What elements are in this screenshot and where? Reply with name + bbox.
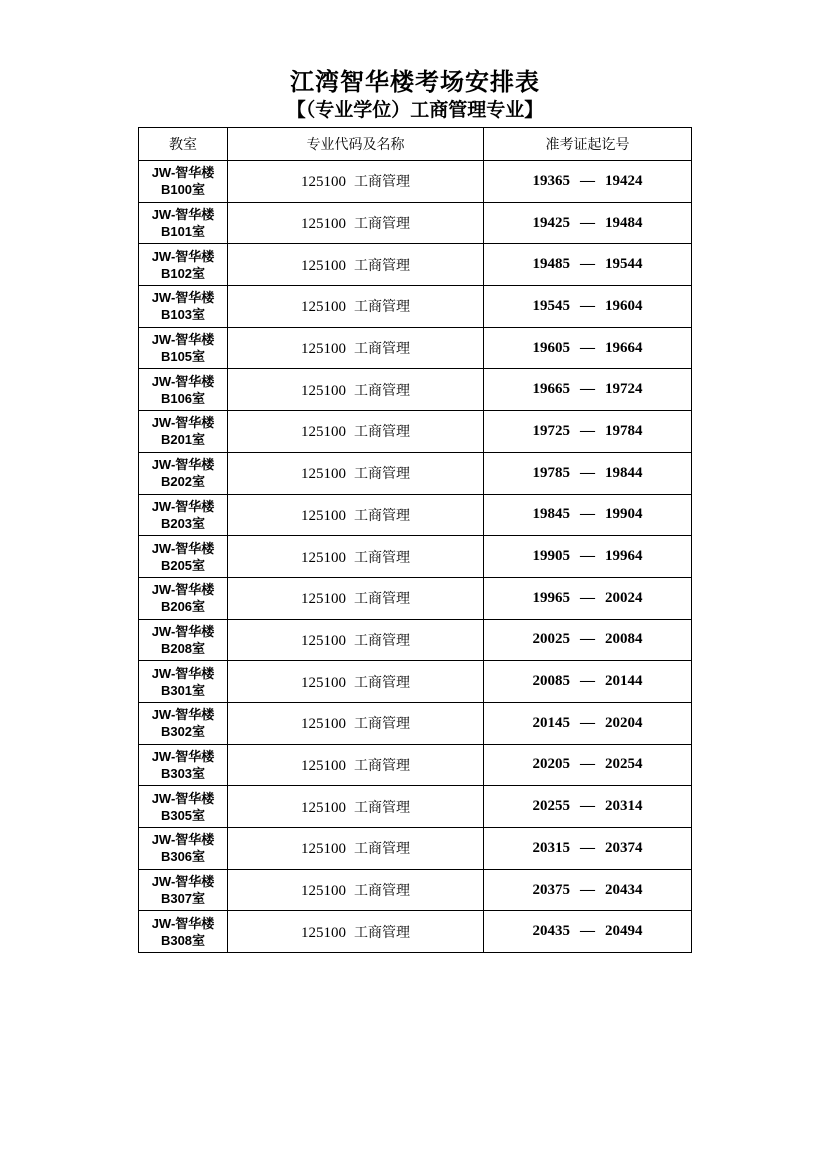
classroom-label <box>139 206 227 240</box>
building-name: JW-智华楼 <box>151 582 215 598</box>
building-name: JW-智华楼 <box>151 707 215 723</box>
classroom-cell <box>139 327 228 369</box>
range-dash: — <box>580 881 595 898</box>
building-name: JW-智华楼 <box>151 415 215 431</box>
major-name: 工商管理 <box>354 257 410 274</box>
major-cell <box>228 411 484 453</box>
ticket-start: 20315 <box>532 839 570 856</box>
major-cell <box>228 244 484 286</box>
major-name: 工商管理 <box>354 757 410 774</box>
classroom-cell <box>139 411 228 453</box>
range-dash: — <box>580 631 595 648</box>
major-name: 工商管理 <box>354 674 410 691</box>
classroom-label <box>139 665 227 699</box>
major-code: 125100 <box>301 257 346 274</box>
major-cell <box>228 286 484 328</box>
major-name: 工商管理 <box>354 924 410 941</box>
building-name: JW-智华楼 <box>151 540 215 556</box>
table-row <box>139 452 692 494</box>
classroom-cell <box>139 702 228 744</box>
page-title: 江湾智华楼考场安排表 <box>290 68 540 96</box>
ticket-end: 20254 <box>605 756 643 773</box>
ticket-start: 20255 <box>532 798 570 815</box>
range-dash: — <box>580 839 595 856</box>
ticket-start: 19845 <box>532 506 570 523</box>
major-cell <box>228 536 484 578</box>
classroom-label <box>139 706 227 740</box>
ticket-range-cell <box>484 369 692 411</box>
major-name: 工商管理 <box>354 424 410 441</box>
ticket-range-cell <box>484 327 692 369</box>
table-row <box>139 577 692 619</box>
classroom-cell <box>139 369 228 411</box>
classroom-cell <box>139 452 228 494</box>
major-cell <box>228 786 484 828</box>
ticket-end: 19904 <box>605 506 643 523</box>
major-code: 125100 <box>301 174 346 191</box>
classroom-cell <box>139 536 228 578</box>
ticket-range-cell <box>484 286 692 328</box>
ticket-end: 19724 <box>605 381 643 398</box>
ticket-end: 19784 <box>605 422 643 439</box>
major-name: 工商管理 <box>354 841 410 858</box>
major-name: 工商管理 <box>354 174 410 191</box>
building-name: JW-智华楼 <box>151 790 215 806</box>
building-name: JW-智华楼 <box>151 373 215 389</box>
room-number: B308室 <box>160 932 206 948</box>
ticket-range-cell <box>484 786 692 828</box>
ticket-range-cell <box>484 536 692 578</box>
ticket-start: 19905 <box>532 548 570 565</box>
range-dash: — <box>580 422 595 439</box>
major-code: 125100 <box>301 466 346 483</box>
room-number: B101室 <box>160 224 206 240</box>
ticket-end: 20024 <box>605 589 643 606</box>
ticket-start: 19785 <box>532 464 570 481</box>
ticket-range-cell <box>484 452 692 494</box>
table-row <box>139 702 692 744</box>
classroom-label <box>139 456 227 490</box>
major-cell <box>228 577 484 619</box>
ticket-range-cell <box>484 661 692 703</box>
building-name: JW-智华楼 <box>151 623 215 639</box>
table-header-row <box>139 128 692 161</box>
classroom-cell <box>139 244 228 286</box>
ticket-start: 20205 <box>532 756 570 773</box>
ticket-end: 19424 <box>605 172 643 189</box>
major-code: 125100 <box>301 424 346 441</box>
ticket-end: 19664 <box>605 339 643 356</box>
ticket-end: 20314 <box>605 798 643 815</box>
major-code: 125100 <box>301 883 346 900</box>
classroom-cell <box>139 744 228 786</box>
table-body <box>139 161 692 953</box>
table-row <box>139 244 692 286</box>
range-dash: — <box>580 297 595 314</box>
ticket-range-cell <box>484 244 692 286</box>
ticket-start: 19365 <box>532 172 570 189</box>
range-dash: — <box>580 923 595 940</box>
ticket-end: 20144 <box>605 673 643 690</box>
room-number: B205室 <box>160 557 206 573</box>
classroom-label <box>139 289 227 323</box>
ticket-range-cell <box>484 869 692 911</box>
room-number: B106室 <box>160 390 206 406</box>
major-cell <box>228 161 484 203</box>
major-cell <box>228 661 484 703</box>
ticket-range-cell <box>484 828 692 870</box>
ticket-end: 20494 <box>605 923 643 940</box>
major-name: 工商管理 <box>354 216 410 233</box>
classroom-cell <box>139 869 228 911</box>
building-name: JW-智华楼 <box>151 915 215 931</box>
major-cell <box>228 327 484 369</box>
ticket-range-cell <box>484 911 692 953</box>
room-number: B105室 <box>160 349 206 365</box>
building-name: JW-智华楼 <box>151 457 215 473</box>
table-row <box>139 327 692 369</box>
classroom-cell <box>139 911 228 953</box>
room-number: B102室 <box>160 265 206 281</box>
classroom-label <box>139 540 227 574</box>
major-code: 125100 <box>301 591 346 608</box>
major-cell <box>228 369 484 411</box>
range-dash: — <box>580 214 595 231</box>
major-cell <box>228 869 484 911</box>
major-name: 工商管理 <box>354 549 410 566</box>
building-name: JW-智华楼 <box>151 248 215 264</box>
room-number: B302室 <box>160 724 206 740</box>
room-number: B307室 <box>160 891 206 907</box>
range-dash: — <box>580 172 595 189</box>
range-dash: — <box>580 339 595 356</box>
room-number: B301室 <box>160 682 206 698</box>
room-number: B208室 <box>160 640 206 656</box>
range-dash: — <box>580 464 595 481</box>
ticket-range-cell <box>484 161 692 203</box>
building-name: JW-智华楼 <box>151 665 215 681</box>
room-number: B103室 <box>160 307 206 323</box>
building-name: JW-智华楼 <box>151 165 215 181</box>
ticket-start: 20375 <box>532 881 570 898</box>
ticket-start: 19485 <box>532 256 570 273</box>
ticket-start: 19665 <box>532 381 570 398</box>
range-dash: — <box>580 756 595 773</box>
major-name: 工商管理 <box>354 382 410 399</box>
table-row <box>139 744 692 786</box>
classroom-label <box>139 748 227 782</box>
ticket-end: 19544 <box>605 256 643 273</box>
major-cell <box>228 744 484 786</box>
major-code: 125100 <box>301 674 346 691</box>
table-row <box>139 828 692 870</box>
ticket-start: 20435 <box>532 923 570 940</box>
page-subtitle: 【（专业学位）工商管理专业】 <box>286 99 544 121</box>
major-code: 125100 <box>301 549 346 566</box>
ticket-range-cell <box>484 494 692 536</box>
major-name: 工商管理 <box>354 299 410 316</box>
ticket-range-cell <box>484 411 692 453</box>
ticket-end: 20204 <box>605 714 643 731</box>
major-code: 125100 <box>301 924 346 941</box>
building-name: JW-智华楼 <box>151 832 215 848</box>
classroom-cell <box>139 786 228 828</box>
table-row <box>139 911 692 953</box>
ticket-start: 20025 <box>532 631 570 648</box>
table-row <box>139 661 692 703</box>
major-name: 工商管理 <box>354 799 410 816</box>
building-name: JW-智华楼 <box>151 332 215 348</box>
building-name: JW-智华楼 <box>151 498 215 514</box>
classroom-label <box>139 164 227 198</box>
range-dash: — <box>580 548 595 565</box>
table-row <box>139 494 692 536</box>
major-cell <box>228 619 484 661</box>
range-dash: — <box>580 673 595 690</box>
major-code: 125100 <box>301 299 346 316</box>
major-cell <box>228 828 484 870</box>
classroom-cell <box>139 828 228 870</box>
range-dash: — <box>580 714 595 731</box>
classroom-label <box>139 915 227 949</box>
room-number: B305室 <box>160 807 206 823</box>
ticket-end: 20084 <box>605 631 643 648</box>
major-cell <box>228 702 484 744</box>
room-number: B201室 <box>160 432 206 448</box>
classroom-cell <box>139 619 228 661</box>
ticket-range-cell <box>484 702 692 744</box>
major-code: 125100 <box>301 341 346 358</box>
room-number: B100室 <box>160 182 206 198</box>
table-row <box>139 369 692 411</box>
range-dash: — <box>580 506 595 523</box>
table-row <box>139 161 692 203</box>
classroom-cell <box>139 202 228 244</box>
major-code: 125100 <box>301 841 346 858</box>
ticket-range-cell <box>484 619 692 661</box>
range-dash: — <box>580 256 595 273</box>
classroom-label <box>139 373 227 407</box>
room-number: B303室 <box>160 765 206 781</box>
ticket-start: 19425 <box>532 214 570 231</box>
major-code: 125100 <box>301 632 346 649</box>
building-name: JW-智华楼 <box>151 748 215 764</box>
room-number: B206室 <box>160 599 206 615</box>
table-row <box>139 536 692 578</box>
major-cell <box>228 452 484 494</box>
classroom-cell <box>139 661 228 703</box>
classroom-label <box>139 498 227 532</box>
ticket-start: 19965 <box>532 589 570 606</box>
ticket-start: 20085 <box>532 673 570 690</box>
major-code: 125100 <box>301 799 346 816</box>
exam-room-table <box>138 127 692 953</box>
ticket-end: 19604 <box>605 297 643 314</box>
classroom-label <box>139 331 227 365</box>
major-code: 125100 <box>301 757 346 774</box>
major-name: 工商管理 <box>354 466 410 483</box>
major-code: 125100 <box>301 716 346 733</box>
major-cell <box>228 202 484 244</box>
building-name: JW-智华楼 <box>151 207 215 223</box>
ticket-start: 19545 <box>532 297 570 314</box>
major-name: 工商管理 <box>354 716 410 733</box>
ticket-end: 20374 <box>605 839 643 856</box>
ticket-range-cell <box>484 577 692 619</box>
ticket-start: 20145 <box>532 714 570 731</box>
major-name: 工商管理 <box>354 591 410 608</box>
classroom-label <box>139 623 227 657</box>
major-code: 125100 <box>301 216 346 233</box>
major-name: 工商管理 <box>354 341 410 358</box>
major-name: 工商管理 <box>354 632 410 649</box>
header-ticket-range: 准考证起讫号 <box>484 128 692 161</box>
ticket-end: 19964 <box>605 548 643 565</box>
room-number: B202室 <box>160 474 206 490</box>
building-name: JW-智华楼 <box>151 874 215 890</box>
major-code: 125100 <box>301 507 346 524</box>
major-cell <box>228 494 484 536</box>
major-name: 工商管理 <box>354 507 410 524</box>
range-dash: — <box>580 381 595 398</box>
table-row <box>139 869 692 911</box>
classroom-label <box>139 414 227 448</box>
ticket-range-cell <box>484 202 692 244</box>
classroom-label <box>139 248 227 282</box>
range-dash: — <box>580 589 595 606</box>
room-number: B306室 <box>160 849 206 865</box>
range-dash: — <box>580 798 595 815</box>
table-row <box>139 286 692 328</box>
table-row <box>139 619 692 661</box>
table-row <box>139 786 692 828</box>
ticket-start: 19725 <box>532 422 570 439</box>
major-code: 125100 <box>301 382 346 399</box>
major-cell <box>228 911 484 953</box>
ticket-start: 19605 <box>532 339 570 356</box>
classroom-cell <box>139 577 228 619</box>
classroom-cell <box>139 494 228 536</box>
building-name: JW-智华楼 <box>151 290 215 306</box>
classroom-cell <box>139 286 228 328</box>
classroom-label <box>139 581 227 615</box>
classroom-cell <box>139 161 228 203</box>
table-row <box>139 202 692 244</box>
classroom-label <box>139 790 227 824</box>
ticket-end: 20434 <box>605 881 643 898</box>
major-name: 工商管理 <box>354 883 410 900</box>
ticket-end: 19484 <box>605 214 643 231</box>
classroom-label <box>139 831 227 865</box>
table-row <box>139 411 692 453</box>
ticket-end: 19844 <box>605 464 643 481</box>
room-number: B203室 <box>160 515 206 531</box>
header-classroom: 教室 <box>139 128 228 161</box>
table-header <box>139 128 692 161</box>
ticket-range-cell <box>484 744 692 786</box>
classroom-label <box>139 873 227 907</box>
header-major-code-name: 专业代码及名称 <box>228 128 484 161</box>
